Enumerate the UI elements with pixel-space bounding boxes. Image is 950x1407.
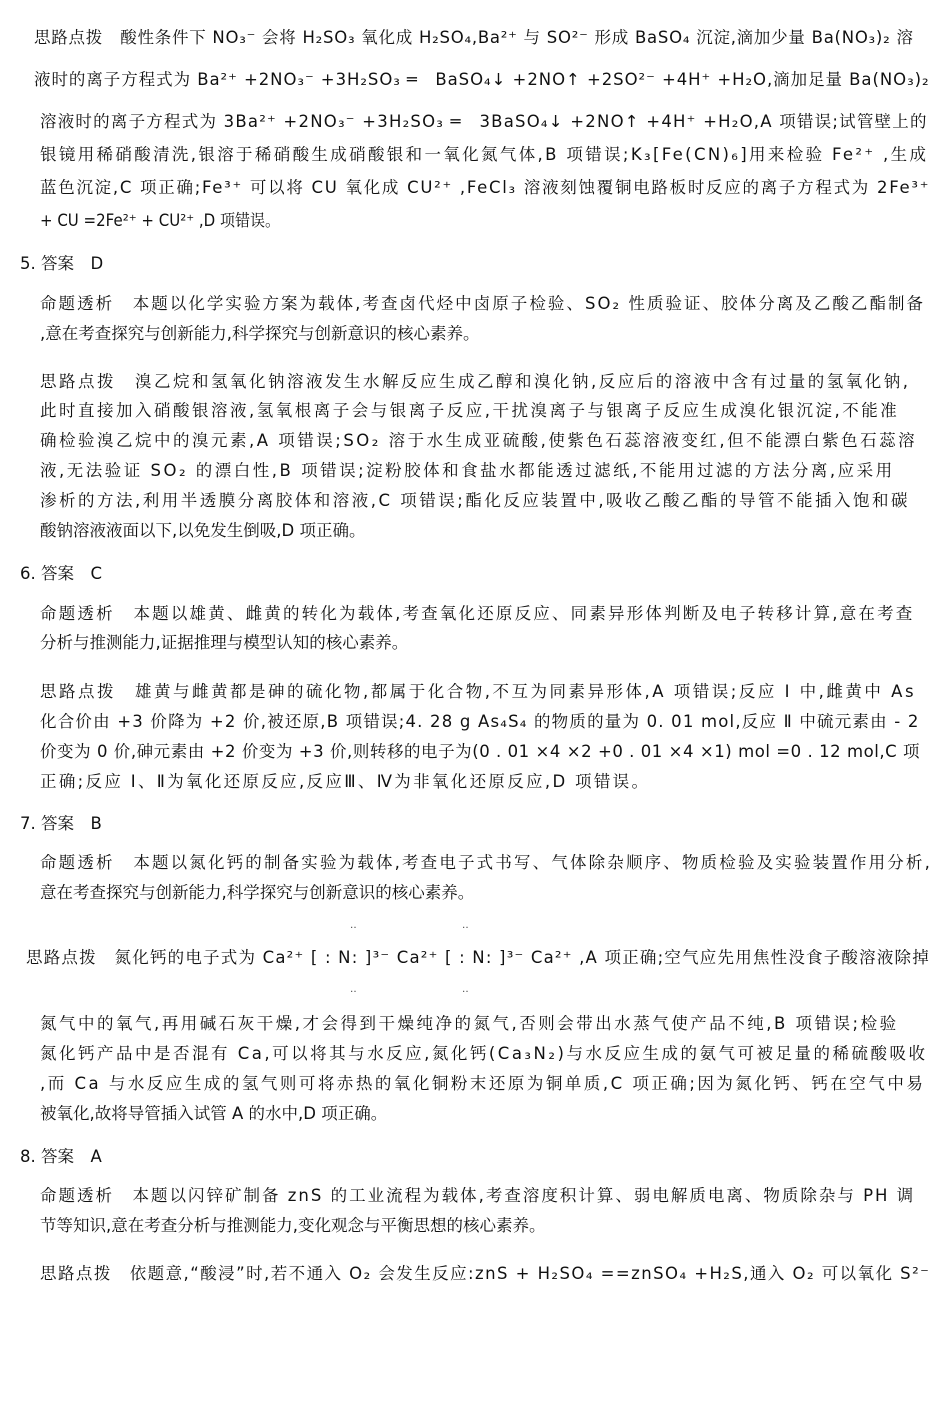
paragraph-line: 氮气中的氧气,再用碱石灰干燥,才会得到干燥纯净的氮气,否则会带出水蒸气使产品不纯,B 项错误;检验 [40,1014,899,1033]
paragraph-line: 酸钠溶液液面以下,以免发生倒吸,D 项正确。 [40,521,366,540]
analysis-line: 命题透析 本题以氮化钙的制备实验为载体,考查电子式书写、气体除杂顺序、物质检验及实验装置作用分析, [40,853,932,872]
electron-dot-mark: ‥ [350,984,357,995]
paragraph-line: 蓝色沉淀,C 项正确;Fe³⁺ 可以将 CU 氧化成 CU²⁺ ,FeCl₃ 溶液刻蚀覆铜电路板时反应的离子方程式为 2Fe³⁺ [40,178,931,197]
answer-heading: 7. 答案 B [20,814,102,833]
paragraph-line: 银镜用稀硝酸清洗,银溶于稀硝酸生成硝酸银和一氧化氮气体,B 项错误;K₃[Fe(CN)₆]用来检验 Fe²⁺ ,生成 [40,145,929,164]
paragraph-line: 节等知识,意在考查分析与推测能力,变化观念与平衡思想的核心素养。 [40,1216,546,1235]
hint-line: 思路点拨 依题意,“酸浸”时,若不通入 O₂ 会发生反应:znS + H₂SO₄ ==znSO₄ +H₂S,通入 O₂ 可以氧化 S²⁻ [40,1264,931,1283]
analysis-line: 命题透析 本题以雄黄、雌黄的转化为载体,考查氧化还原反应、同素异形体判断及电子转移计算,意在考查 [40,604,915,623]
hint-line: 思路点拨 酸性条件下 NO₃⁻ 会将 H₂SO₃ 氧化成 H₂SO₄,Ba²⁺ 与 SO²⁻ 形成 BaSO₄ 沉淀,滴加少量 Ba(NO₃)₂ 溶 [34,28,914,47]
paragraph-line: 意在考查探究与创新能力,科学探究与创新意识的核心素养。 [40,883,475,902]
paragraph-line: 此时直接加入硝酸银溶液,氢氧根离子会与银离子反应,干扰溴离子与银离子反应生成溴化银沉淀,不能准 [40,401,900,420]
paragraph-line: 氮化钙产品中是否混有 Ca,可以将其与水反应,氮化钙(Ca₃N₂)与水反应生成的氨气可被足量的稀硫酸吸收 [40,1044,928,1063]
paragraph-line: 分析与推测能力,证据推理与模型认知的核心素养。 [40,633,409,652]
analysis-line: 命题透析 本题以化学实验方案为载体,考查卤代烃中卤原子检验、SO₂ 性质验证、胶体分离及乙酸乙酯制备 [40,294,926,313]
paragraph-line: 液时的离子方程式为 Ba²⁺ +2NO₃⁻ +3H₂SO₃ ═ BaSO₄↓ +2NO↑ +2SO²⁻ +4H⁺ +H₂O,滴加足量 Ba(NO₃)₂ [34,70,930,89]
electron-dot-mark: ‥ [462,920,469,931]
electron-dot-mark: ‥ [462,984,469,995]
paragraph-line: 正确;反应 Ⅰ、Ⅱ为氧化还原反应,反应Ⅲ、Ⅳ为非氧化还原反应,D 项错误。 [40,772,651,791]
paragraph-line: 确检验溴乙烷中的溴元素,A 项错误;SO₂ 溶于水生成亚硫酸,使紫色石蕊溶液变红,但不能漂白紫色石蕊溶 [40,431,918,450]
hint-line: 思路点拨 氮化钙的电子式为 Ca²⁺ [ : N: ]³⁻ Ca²⁺ [ : N: ]³⁻ Ca²⁺ ,A 项正确;空气应先用焦性没食子酸溶液除掉 [26,948,930,967]
hint-line: 思路点拨 溴乙烷和氢氧化钠溶液发生水解反应生成乙醇和溴化钠,反应后的溶液中含有过量的氢氧化钠, [40,372,911,391]
paragraph-line: 被氧化,故将导管插入试管 A 的水中,D 项正确。 [40,1104,388,1123]
paragraph-line: ,意在考查探究与创新能力,科学探究与创新意识的核心素养。 [40,324,480,343]
paragraph-line: 溶液时的离子方程式为 3Ba²⁺ +2NO₃⁻ +3H₂SO₃ ═ 3BaSO₄↓ +2NO↑ +4H⁺ +H₂O,A 项错误;试管壁上的 [40,112,928,131]
answer-heading: 5. 答案 D [20,254,104,273]
electron-dot-mark: ‥ [350,920,357,931]
paragraph-line: 渗析的方法,利用半透膜分离胶体和溶液,C 项错误;酯化反应装置中,吸收乙酸乙酯的导管不能插入饱和碳 [40,491,911,510]
analysis-line: 命题透析 本题以闪锌矿制备 znS 的工业流程为载体,考查溶度积计算、弱电解质电离、物质除杂与 PH 调 [40,1186,916,1205]
answer-heading: 8. 答案 A [20,1147,102,1166]
answer-heading: 6. 答案 C [20,564,103,583]
paragraph-line: ,而 Ca 与水反应生成的氢气则可将赤热的氧化铜粉末还原为铜单质,C 项正确;因为氮化钙、钙在空气中易 [40,1074,926,1093]
paragraph-line: 液,无法验证 SO₂ 的漂白性,B 项错误;淀粉胶体和食盐水都能透过滤纸,不能用过滤的方法分离,应采用 [40,461,895,480]
paragraph-line: 价变为 0 价,砷元素由 +2 价变为 +3 价,则转移的电子为(0 . 01 ×4 ×2 +0 . 01 ×4 ×1) mol =0 . 12 mol,C 项 [40,742,921,761]
paragraph-line: + CU =2Fe²⁺ + CU²⁺ ,D 项错误。 [40,211,280,230]
paragraph-line: 化合价由 +3 价降为 +2 价,被还原,B 项错误;4. 28 g As₄S₄ 的物质的量为 0. 01 mol,反应 Ⅱ 中硫元素由 - 2 [40,712,920,731]
hint-line: 思路点拨 雄黄与雌黄都是砷的硫化物,都属于化合物,不互为同素异形体,A 项错误;反应 Ⅰ 中,雌黄中 As [40,682,917,701]
